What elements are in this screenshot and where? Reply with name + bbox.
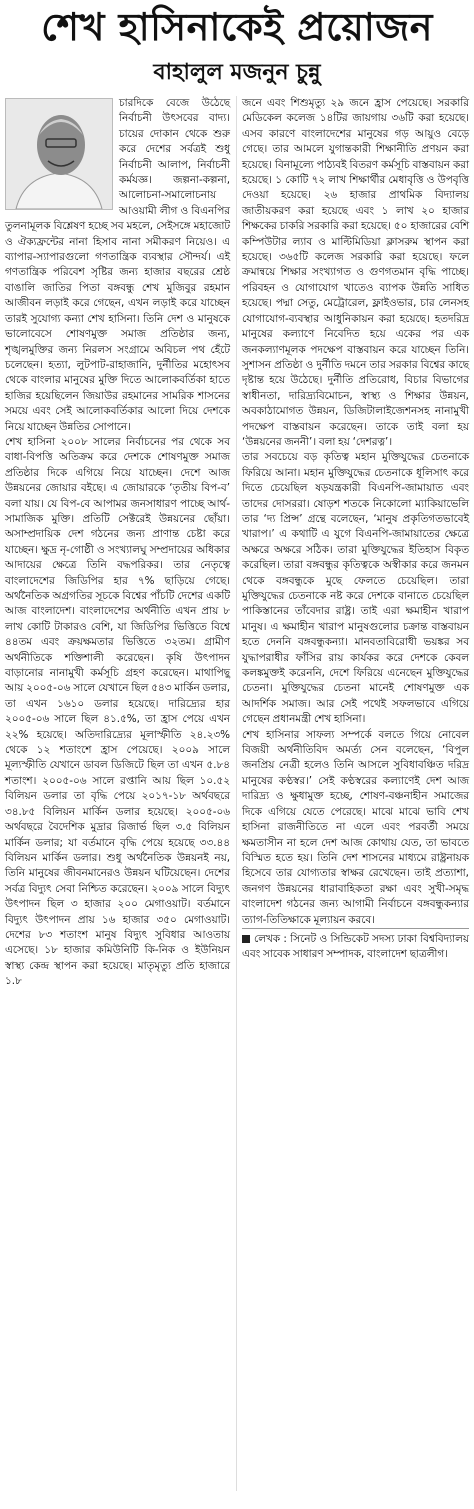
headline: শেখ হাসিনাকেই প্রয়োজন [41,4,433,49]
author-portrait-icon [6,99,112,209]
byline: বাহালুল মজনুন চুন্নু [153,59,321,85]
paragraph: জনে এবং শিশুমৃত্যু ২৯ জনে হ্রাস পেয়েছে। সরকারি মেডিকেল কলেজ ১৪টির জায়গায় ৩৬টি করা হয়েছে। এসব কারণে বাংলাদেশের মানুষের গড় আয়ুও বেড়ে গেছে। তার আমলে যুগান্তকারী শিক্ষানীতি প্রণয়ন করা হয়েছে। বিনামূল্যে পাঠ্যবই বিতরণ কর্মসূচি বাস্তবায়ন করা হয়েছে। ১ কোটি ৭২ লাখ শিক্ষার্থীর মেধাবৃত্তি ও উপবৃত্তি দেওয়া হয়েছে। ২৬ হাজার প্রাথমিক বিদ্যালয় জাতীয়করণ করা হয়েছে এবং ১ লাখ ২০ হাজার শিক্ষকের চাকরি সরকারি করা হয়েছে। ৫০ হাজারের বেশি কম্পিউটার ল্যাব ও মাল্টিমিডিয়া ক্লাসরুম স্থাপন করা হয়েছে। ৩৬৫টি কলেজ সরকারি করা হয়েছে। ফলে ক্রমান্বয়ে শিক্ষার সংখ্যাগত ও গুণগতমান বৃদ্ধি পাচ্ছে। পরিবহন ও যোগাযোগ খাতেও ব্যাপক উন্নতি সাধিত হয়েছে। পদ্মা সেতু, মেট্রোরেল, ফ্লাইওভার, চার লেনসহ যোগাযোগ-ব্যবস্থার আধুনিকায়ন করা হয়েছে। হতদরিদ্র মানুষের কল্যাণে নিবেদিত হয়ে একের পর এক জনকল্যাণমূলক পদক্ষেপ বাস্তবায়ন করে যাচ্ছেন তিনি। সুশাসন প্রতিষ্ঠা ও দুর্নীতি দমনে তার সরকার বিশ্বের কাছে দৃষ্টান্ত হয়ে উঠেছে। দুর্নীতি প্রতিরোধ, বিচার বিভাগের স্বাধীনতা, দারিদ্র্যবিমোচন, স্বাস্থ্য ও শিক্ষার উন্নয়ন, অবকাঠামোগত উন্নয়ন, ডিজিটালাইজেশনসহ নানামুখী পদক্ষেপ বাস্তবায়ন করেছেন। তাকে তাই বলা হয় ‘উন্নয়নের জননী’। বলা হয় ‘দেশরত্ন’। [242,97,469,448]
article-column-left [5,96,230,990]
author-photo [5,98,113,210]
paragraph: চারদিকে বেজে উঠেছে নির্বাচনী উৎসবের বাদ্য। চায়ের দোকান থেকে শুরু করে দেশের সর্বত্রই শুধু নির্বাচনী আলাপ, নির্বাচনী কর্মযজ্ঞ। জল্পনা-কল্পনা, আলোচনা-সমালোচনায় আওয়ামী লীগ ও বিএনপির তুলনামূলক বিশ্লেষণ হচ্ছে সব মহলে, সেইসঙ্গে মহাজোট ও ঐক্যফ্রন্টের নানা হিসাব নানা সমীকরণ নিয়েও। এ ব্যাপার-স্যাপারগুলো গণতান্ত্রিক ব্যবস্থার সৌন্দর্য। এই গণতান্ত্রিক পরিবেশ সৃষ্টির জন্য হাজার বছরের শ্রেষ্ঠ বাঙালি জাতির পিতা বঙ্গবন্ধু শেখ মুজিবুর রহমান আজীবন লড়াই করে গেছেন, এখন লড়াই করে যাচ্ছেন তারই সুযোগ্য কন্যা শেখ হাসিনা। তিনি দেশ ও মানুষকে ভালোবেসে শোষণমুক্ত সমাজ প্রতিষ্ঠার জন্য, শৃঙ্খলমুক্তির জন্য নিরলস সংগ্রামে অবিচল পথ হেঁটে চলেছেন। হত্যা, লুটপাট-রাহাজানি, দুর্নীতির মহোৎসব থেকে বাংলার মানুষের মুক্তি দিতে আলোকবর্তিকা হাতে হাজির হয়েছিলেন জিয়াউর রহমানের সামরিক শাসনের সময়ে এবং সেই আলোকবর্তিকার আলো দিয়ে দেশকে নিয়ে যাচ্ছেন উন্নতির সোপানে। [5,97,230,433]
paragraph: তার সবচেয়ে বড় কৃতিত্ব মহান মুক্তিযুদ্ধের চেতনাকে ফিরিয়ে আনা। মহান মুক্তিযুদ্ধের চেতনাকে ধূলিসাৎ করে দিতে চেয়েছিল ষড়যন্ত্রকারী বিএনপি-জামায়াত এবং তাদের দোসররা। ষোড়শ শতকে নিকোলো ম্যাকিয়াভেলি তার ‘দ্য প্রিন্স’ গ্রন্থে বলেছেন, ‘মানুষ প্রকৃতিগতভাবেই খারাপ।’ এ কথাটি এ যুগে বিএনপি-জামায়াতের ক্ষেত্রে অক্ষরে অক্ষরে সঠিক। তারা মুক্তিযুদ্ধের ইতিহাস বিকৃত করেছিল। তারা বঙ্গবন্ধুর কৃতিত্বকে অস্বীকার করে জনমন থেকে বঙ্গবন্ধুকে মুছে ফেলতে চেয়েছিল। তারা মুক্তিযুদ্ধের চেতনাকে নষ্ট করে দেশকে বানাতে চেয়েছিল পাকিস্তানের তাঁবেদার রাষ্ট্র। তাই এরা ক্ষমাহীন খারাপ মানুষ। এ ক্ষমাহীন খারাপ মানুষগুলোর চক্রান্ত বাস্তবায়ন হতে দেননি বঙ্গবন্ধুকন্যা। মানবতাবিরোধী ভয়ঙ্কর সব যুদ্ধাপরাধীর ফাঁসির রায় কার্যকর করে দেশকে কেবল কলঙ্কমুক্তই করেননি, দেশে ফিরিয়ে এনেছেন মুক্তিযুদ্ধের চেতনা। মুক্তিযুদ্ধের চেতনা মানেই শোষণমুক্ত এক আদর্শিক সমাজ। আর সেই পথেই সফলভাবে এগিয়ে গেছেন প্রধানমন্ত্রী শেখ হাসিনা। [242,451,469,726]
paragraph: শেখ হাসিনা ২০০৮ সালের নির্বাচনের পর থেকে সব বাধা-বিপত্তি অতিক্রম করে দেশকে শোষণমুক্ত সমাজ প্রতিষ্ঠার দিকে এগিয়ে নিয়ে যাচ্ছেন। দেশে আজ উন্নয়নের জোয়ার বইছে। এ জোয়ারকে ‘তৃতীয় বিপ-ব’ বলা যায়। যে বিপ-বে আপামর জনসাধারণ পাচ্ছে আর্থ-সামাজিক মুক্তি। প্রতিটি সেক্টরেই উন্নয়নের ছোঁয়া। অসাম্প্রদায়িক দেশ গঠনের জন্য প্রাণান্ত চেষ্টা করে যাচ্ছেন। ক্ষুদ্র নৃ-গোষ্ঠী ও সংখ্যালঘু সম্প্রদায়ের অধিকার আদায়ের ক্ষেত্রে তিনি বদ্ধপরিকর। তার নেতৃত্বে বাংলাদেশের জিডিপির হার ৭% ছাড়িয়ে গেছে। অর্থনৈতিক অগ্রগতির সূচকে বিশ্বের পাঁচটি দেশের একটি আজ বাংলাদেশ। বাংলাদেশের অর্থনীতি এখন প্রায় ৮ লাখ কোটি টাকারও বেশি, যা জিডিপির ভিত্তিতে বিশ্বে ৪৪তম এবং ক্রয়ক্ষমতার ভিত্তিতে ৩২তম। গ্রামীণ অর্থনীতিকে শক্তিশালী করেছেন। কৃষি উৎপাদন বাড়ানোর নানামুখী কর্মসূচি গ্রহণ করেছেন। মাথাপিছু আয় ২০০৫-০৬ সালে যেখানে ছিল ৫৪৩ মার্কিন ডলার, তা এখন ১৬১০ ডলার হয়েছে। দারিদ্র্যের হার ২০০৫-০৬ সালে ছিল ৪১.৫%, তা হ্রাস পেয়ে এখন ২২% হয়েছে। অতিদারিদ্র্যের মূলাস্ফীতি ২৪.২৩% থেকে ১২ শতাংশে হ্রাস পেয়েছে। ২০০৯ সালে মূল্যস্ফীতি যেখানে ডাবল ডিজিটে ছিল তা এখন ৫.৮৪ শতাংশ। ২০০৫-০৬ সালে রপ্তানি আয় ছিল ১০.৫২ বিলিয়ন ডলার তা বৃদ্ধি পেয়ে ২০১৭-১৮ অর্থবছরে ৩৪.৮৫ বিলিয়ন মার্কিন ডলার হয়েছে। ২০০৫-০৬ অর্থবছরে বৈদেশিক মুদ্রার রিজার্ভ ছিল ৩.৫ বিলিয়ন মার্কিন ডলার; যা বর্তমানে বৃদ্ধি পেয়ে হয়েছে ৩৩.৪৪ বিলিয়ন মার্কিন ডলার। শুধু অর্থনৈতিক উন্নয়নই নয়, তিনি মানুষের জীবনমানেরও উন্নয়ন ঘটিয়েছেন। দেশের সর্বত্র বিদ্যুৎ সেবা নিশ্চিত করেছেন। ২০০৯ সালে বিদ্যুৎ উৎপাদন ছিল ৩ হাজার ২০০ মেগাওয়াট। বর্তমানে বিদ্যুৎ উৎপাদন প্রায় ১৬ হাজার ৩৫০ মেগাওয়াট। দেশের ৮৩ শতাংশ মানুষ বিদ্যুৎ সুবিধার আওতায় এসেছে। ১৮ হাজার কমিউনিটি কি-নিক ও ইউনিয়ন স্বাস্থ্য কেন্দ্র স্থাপন করা হয়েছে। মাতৃমৃত্যু প্রতি হাজারে ১.৮ [5,435,230,988]
author-note [242,928,469,963]
column-divider [236,96,237,1491]
author-note-text: লেখক : সিনেট ও সিন্ডিকেট সদস্য ঢাকা বিশ্ববিদ্যালয় এবং সাবেক সাধারণ সম্পাদক, বাংলাদেশ ছাত্রলীগ। [242,932,469,961]
article-column-right [242,96,469,963]
paragraph: শেখ হাসিনার সাফল্য সম্পর্কে বলতে গিয়ে নোবেল বিজয়ী অর্থনীতিবিদ অমর্ত্য সেন বলেছেন, ‘বিপুল জনপ্রিয় নেত্রী হলেও তিনি আসলে সুবিধাবঞ্চিত দরিদ্র মানুষের কণ্ঠস্বর।’ সেই কণ্ঠস্বরের কল্যাণেই দেশ আজ দারিদ্র্য ও ক্ষুধামুক্ত হচ্ছে, শোষণ-বঞ্চনাহীন সমাজের দিকে এগিয়ে যেতে পেরেছে। মাঝে মাঝে ভাবি শেখ হাসিনা রাজনীতিতে না এলে এবং পরবর্তী সময়ে ক্ষমতাসীন না হলে দেশ আজ কোথায় যেত, তা ভাবতে বিস্মিত হতে হয়। তিনি দেশ শাসনের মাধ্যমে রাষ্ট্রনায়ক হিসেবে তার যোগ্যতার স্বাক্ষর রেখেছেন। তাই প্রত্যাশা, জনগণ উন্নয়নের ধারাবাহিকতা রক্ষা এবং সুখী-সমৃদ্ধ বাংলাদেশ গঠনের জন্য আগামী নির্বাচনে বঙ্গবন্ধুকন্যার ত্যাগ-তিতিক্ষাকে মূল্যায়ন করবে। [242,728,469,926]
square-bullet-icon [242,935,250,943]
